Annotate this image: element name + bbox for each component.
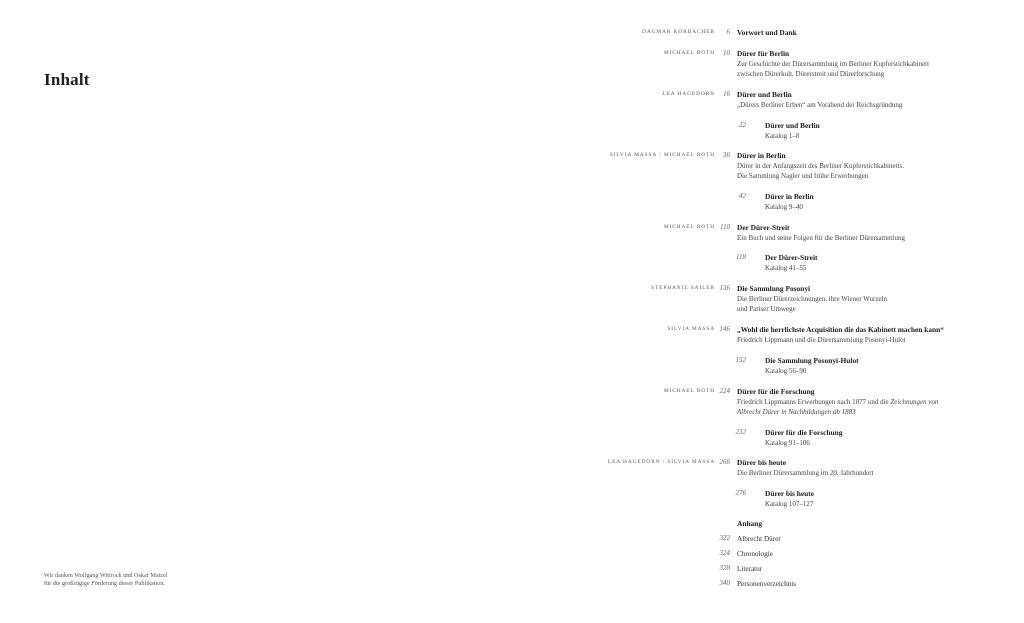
toc-page-number: 266 — [719, 458, 730, 466]
toc-subtitle-line: „Dürers Berliner Erben“ am Vorabend der Reichsgründung — [737, 101, 903, 109]
toc-catalog-range: Katalog 56–90 — [765, 367, 807, 375]
toc-page-number: 224 — [719, 387, 730, 395]
appendix-title: Chronologie — [737, 550, 773, 558]
toc-page-number: 328 — [719, 564, 730, 572]
toc-subtitle-line: Die Berliner Dürerzeichnungen, ihre Wiener Wurzeln — [737, 295, 888, 303]
toc-subtitle-italic: Albrecht — [737, 408, 761, 416]
toc-page-number: 42 — [739, 192, 746, 200]
toc-title: Der Dürer-Streit — [737, 223, 790, 232]
toc-subtitle-line: Die Sammlung Nagler und frühe Erwerbungen — [737, 172, 869, 180]
toc-title: Dürer für die Forschung — [737, 387, 815, 396]
toc-page-number: 118 — [736, 253, 746, 261]
toc-subtitle-line — [737, 407, 997, 417]
toc-page-number: 232 — [735, 428, 746, 436]
toc-catalog-range: Katalog 91–106 — [765, 439, 810, 447]
toc-subtitle-line: zwischen Dürerkult, Dürerstreit und Dürerforschung — [737, 70, 885, 78]
appendix-title: Personenverzeichnis — [737, 580, 797, 588]
appendix-title: Literatur — [737, 565, 763, 573]
toc-page-number: 276 — [735, 489, 746, 497]
toc-subtitle-text: Friedrich Lippmanns Erwerbungen nach 1877 und die — [737, 398, 889, 406]
toc-subtitle-line: Dürer in der Anfangszeit des Berliner Kupferstichkabinetts. — [737, 162, 904, 170]
toc-subtitle-italic: Dürer in Nachbildungen ab 1883 — [762, 408, 856, 416]
toc-subtitle-line: Die Berliner Dürersammlung im 20. Jahrhundert — [737, 469, 874, 477]
toc-author: MICHAEL ROTH — [663, 388, 715, 394]
toc-subtitle-italic: Zeichnungen von — [890, 398, 939, 406]
toc-catalog-range: Katalog 1–8 — [765, 132, 800, 140]
toc-page-number: 36 — [723, 151, 730, 159]
acknowledgement-line: Wir danken Wolfgang Wittrock und Oskar Matzel — [44, 572, 168, 579]
toc-page-number: 110 — [720, 223, 730, 231]
toc-author: LEA HAGEDORN / SILVIA MASSA — [607, 459, 715, 465]
toc-title: Die Sammlung Posonyi — [737, 284, 811, 293]
toc-catalog-range: Katalog 107–127 — [765, 500, 814, 508]
page-title: Inhalt — [44, 70, 90, 89]
toc-title: Vorwort und Dank — [737, 28, 797, 37]
toc-author: STEPHANIE SAILER — [651, 285, 715, 291]
toc-subtitle-line: Friedrich Lippmann und die Dürersammlung Posonyi-Hulot — [737, 336, 906, 344]
appendix-title: Albrecht Dürer — [737, 535, 781, 543]
acknowledgement-line: für die großzügige Förderung dieser Publikation. — [44, 580, 165, 587]
toc-title: Dürer bis heute — [737, 458, 786, 467]
toc-title: Dürer und Berlin — [737, 90, 792, 99]
toc-title: Dürer in Berlin — [765, 192, 814, 201]
toc-title: Die Sammlung Posonyi-Hulot — [765, 356, 859, 365]
toc-title: Der Dürer-Streit — [765, 253, 818, 262]
toc-subtitle-line: Zur Geschichte der Dürersammlung im Berliner Kupferstichkabinett — [737, 60, 930, 68]
toc-title: Dürer für Berlin — [737, 49, 790, 58]
toc-subtitle-line: und Pariser Umwege — [737, 305, 796, 313]
toc-title: Dürer bis heute — [765, 489, 814, 498]
toc-catalog-range: Katalog 9–40 — [765, 203, 803, 211]
toc-page-number: 6 — [726, 28, 730, 36]
toc-author: MICHAEL ROTH — [663, 224, 715, 230]
toc-title: „Wohl die herrlichste Acquisition die das Kabinett machen kann“ — [737, 325, 944, 334]
toc-author: MICHAEL ROTH — [663, 50, 715, 56]
appendix-heading: Anhang — [737, 519, 763, 528]
toc-page-number: 10 — [723, 49, 730, 57]
toc-page-number: 146 — [719, 325, 730, 333]
toc-page-number: 152 — [735, 356, 746, 364]
toc-page-number: 340 — [719, 579, 730, 587]
toc-page-number: 136 — [719, 284, 730, 292]
toc-subtitle-line — [737, 397, 997, 407]
toc-title: Dürer in Berlin — [737, 151, 786, 160]
toc-author: DAGMAR KORBACHER — [642, 29, 715, 35]
toc-catalog-range: Katalog 41–55 — [765, 264, 807, 272]
toc-page-number: 322 — [719, 534, 730, 542]
toc-title: Dürer für die Forschung — [765, 428, 843, 437]
toc-page-number: 22 — [739, 121, 746, 129]
toc-page-number: 324 — [719, 549, 730, 557]
toc-page-number: 16 — [723, 90, 730, 98]
toc-title: Dürer und Berlin — [765, 121, 820, 130]
toc-author: SILVIA MASSA — [667, 326, 715, 332]
toc-subtitle-line: Ein Buch und seine Folgen für die Berliner Dürersammlung — [737, 234, 905, 242]
toc-author: SILVIA MASSA / MICHAEL ROTH — [609, 152, 715, 158]
toc-author: LEA HAGEDORN — [662, 91, 715, 97]
